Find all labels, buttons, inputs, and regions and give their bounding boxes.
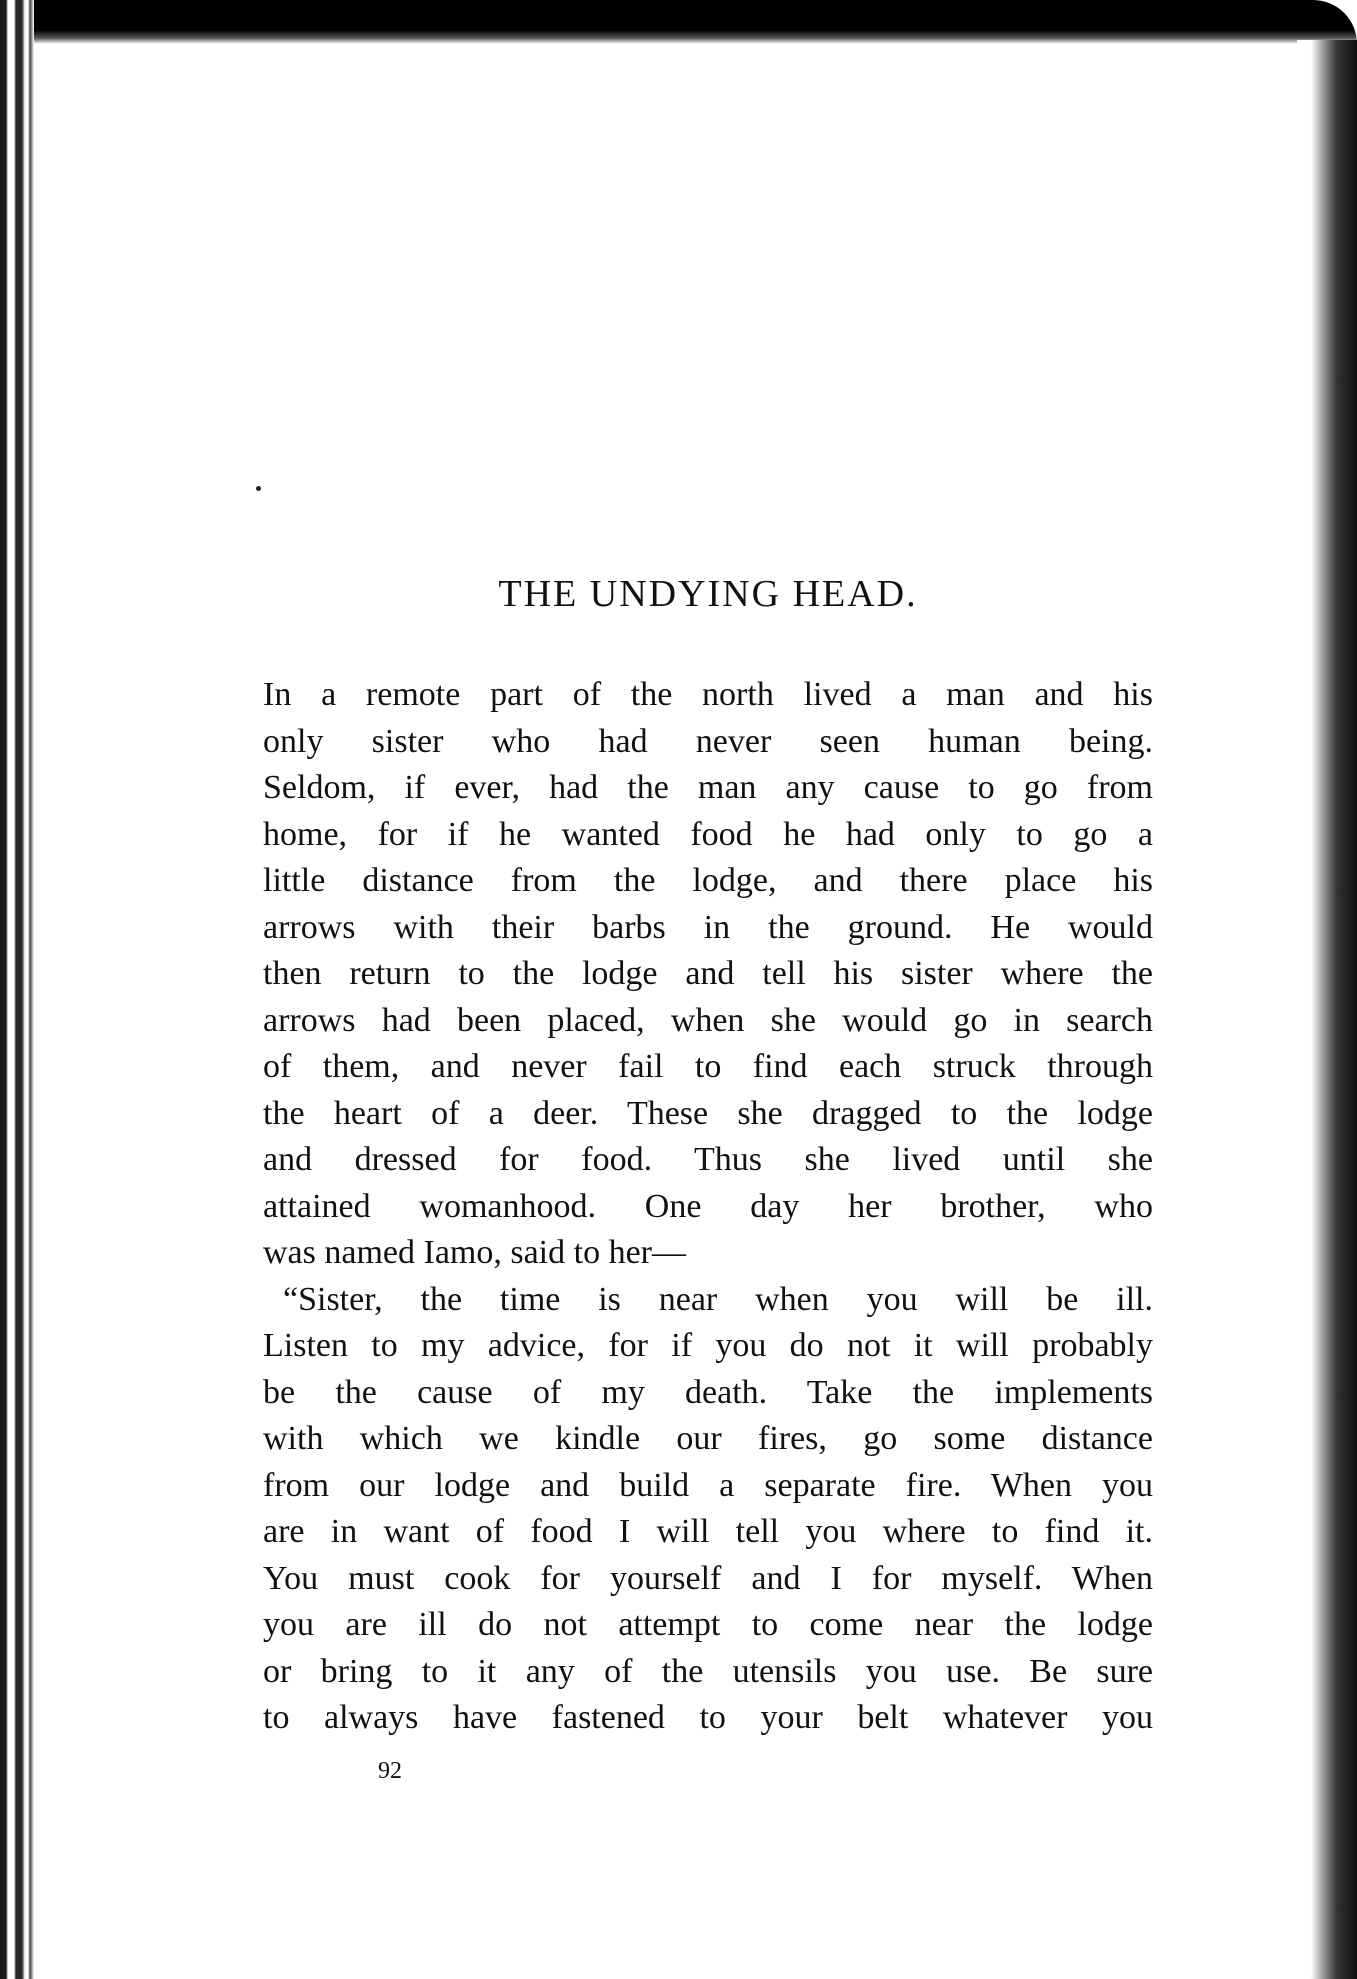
text-line: to always have fastened to your belt whatever you: [263, 1699, 1153, 1736]
chapter-title: THE UNDYING HEAD.: [498, 573, 918, 615]
text-line: was named Iamo, said to her—: [263, 1234, 686, 1271]
scan-border-top: [0, 0, 1357, 44]
text-line: be the cause of my death. Take the implements: [263, 1373, 1153, 1411]
text-line: are in want of food I will tell you where to find it.: [263, 1513, 1153, 1550]
text-line: the heart of a deer. These she dragged to the lodge: [263, 1094, 1153, 1132]
text-line: attained womanhood. One day her brother, who: [263, 1187, 1153, 1225]
scan-border-left: [0, 0, 34, 1979]
text-line: home, for if he wanted food he had only to go a: [263, 815, 1153, 853]
body-text: [263, 672, 1153, 1742]
scan-speck: [256, 486, 261, 491]
text-line: or bring to it any of the utensils you use. Be sure: [263, 1652, 1153, 1690]
text-line: Seldom, if ever, had the man any cause to go from: [263, 769, 1153, 806]
text-line: “Sister, the time is near when you will be ill.: [283, 1280, 1153, 1318]
text-line: then return to the lodge and tell his sister where the: [263, 955, 1153, 992]
text-line: Listen to my advice, for if you do not it will probably: [263, 1327, 1153, 1364]
text-line: of them, and never fail to find each struck through: [263, 1048, 1153, 1085]
text-line: with which we kindle our fires, go some distance: [263, 1420, 1153, 1457]
text-line: arrows had been placed, when she would go in search: [263, 1001, 1153, 1039]
text-line: from our lodge and build a separate fire. When you: [263, 1466, 1153, 1504]
text-line: In a remote part of the north lived a man and his: [263, 676, 1153, 713]
text-line: only sister who had never seen human being.: [263, 722, 1153, 760]
text-line: little distance from the lodge, and there place his: [263, 862, 1153, 899]
page-number: 92: [378, 1758, 402, 1784]
text-line: you are ill do not attempt to come near the lodge: [263, 1606, 1153, 1643]
text-line: arrows with their barbs in the ground. He would: [263, 908, 1153, 946]
text-line: You must cook for yourself and I for myself. When: [263, 1559, 1153, 1597]
scan-border-right: [1297, 40, 1357, 1979]
text-line: and dressed for food. Thus she lived until she: [263, 1141, 1153, 1178]
